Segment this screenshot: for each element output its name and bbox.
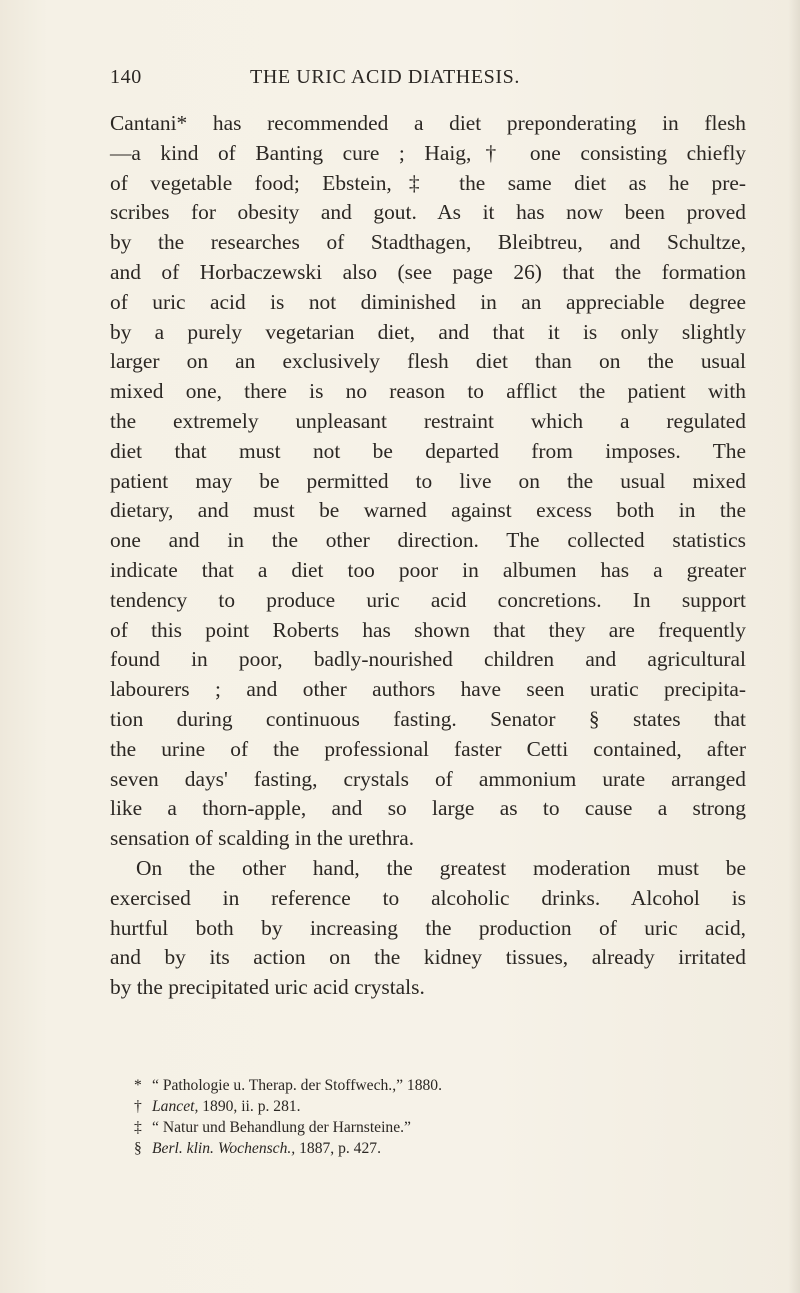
text-line: tendency to produce uric acid concretions. In support <box>110 587 746 612</box>
footnote-mark: ‡ <box>134 1119 142 1136</box>
footnotes <box>112 1075 752 1159</box>
text-line: and by its action on the kidney tissues, already irritated <box>110 945 746 970</box>
text-line: like a thorn-apple, and so large as to cause a strong <box>110 796 746 821</box>
footnote-text: 1887, p. 427. <box>295 1140 381 1157</box>
text-line: seven days' fasting, crystals of ammonium urate arranged <box>110 766 746 791</box>
footnote-mark: § <box>134 1140 142 1157</box>
chapter-title: THE URIC ACID DIATHESIS. <box>250 66 520 88</box>
text-line: the urine of the professional faster Cetti contained, after <box>110 736 746 761</box>
text-line: diet that must not be departed from imposes. The <box>110 438 746 463</box>
text-line: hurtful both by increasing the production of uric acid, <box>110 915 746 940</box>
text-line-paragraph-end: sensation of scalding in the urethra. <box>110 826 415 851</box>
text-line-paragraph-start: On the other hand, the greatest moderation must be <box>136 855 746 880</box>
footnote <box>112 1117 752 1138</box>
text-line: tion during continuous fasting. Senator § states that <box>110 706 746 731</box>
page-edge-shadow <box>788 0 800 1293</box>
running-head <box>110 66 744 96</box>
footnote-mark: * <box>134 1077 142 1094</box>
page-number: 140 <box>110 66 142 88</box>
footnote-mark: † <box>134 1098 142 1115</box>
footnote <box>112 1075 752 1096</box>
text-line: by the researches of Stadthagen, Bleibtreu, and Schultze, <box>110 230 746 255</box>
text-line: exercised in reference to alcoholic drinks. Alcohol is <box>110 885 746 910</box>
text-line: labourers ; and other authors have seen uratic precipita- <box>110 677 746 702</box>
text-line: found in poor, badly-nourished children and agricultural <box>110 647 746 672</box>
body-text <box>110 109 746 1003</box>
text-line: by a purely vegetarian diet, and that it is only slightly <box>110 319 746 344</box>
text-line: the extremely unpleasant restraint which a regulated <box>110 408 746 433</box>
footnote-source: Lancet, <box>152 1098 199 1115</box>
footnote <box>112 1096 752 1117</box>
footnote-text: “ Natur und Behandlung der Harnsteine.” <box>152 1119 411 1136</box>
footnote <box>112 1138 752 1159</box>
text-line: dietary, and must be warned against excess both in the <box>110 498 746 523</box>
text-line: and of Horbaczewski also (see page 26) that the formation <box>110 259 746 284</box>
footnote-text: 1890, ii. p. 281. <box>198 1098 301 1115</box>
text-line: of vegetable food; Ebstein,‡ the same diet as he pre- <box>110 170 746 195</box>
text-line: of this point Roberts has shown that they are frequently <box>110 617 746 642</box>
footnote-text: “ Pathologie u. Therap. der Stoffwech.,” 1880. <box>152 1077 442 1094</box>
footnote-source: Berl. klin. Wochensch., <box>152 1140 296 1157</box>
text-line: one and in the other direction. The collected statistics <box>110 528 746 553</box>
text-line: scribes for obesity and gout. As it has now been proved <box>110 200 746 225</box>
text-line: indicate that a diet too poor in albumen has a greater <box>110 557 746 582</box>
text-line: Cantani* has recommended a diet preponderating in flesh <box>110 111 746 135</box>
text-line: mixed one, there is no reason to afflict the patient with <box>110 379 746 404</box>
text-line: larger on an exclusively flesh diet than on the usual <box>110 349 746 374</box>
text-line: patient may be permitted to live on the usual mixed <box>110 468 746 493</box>
text-line: of uric acid is not diminished in an appreciable degree <box>110 289 746 314</box>
text-line: —a kind of Banting cure ; Haig,† one consisting chiefly <box>110 140 746 165</box>
text-line-paragraph-end: by the precipitated uric acid crystals. <box>110 975 425 1000</box>
